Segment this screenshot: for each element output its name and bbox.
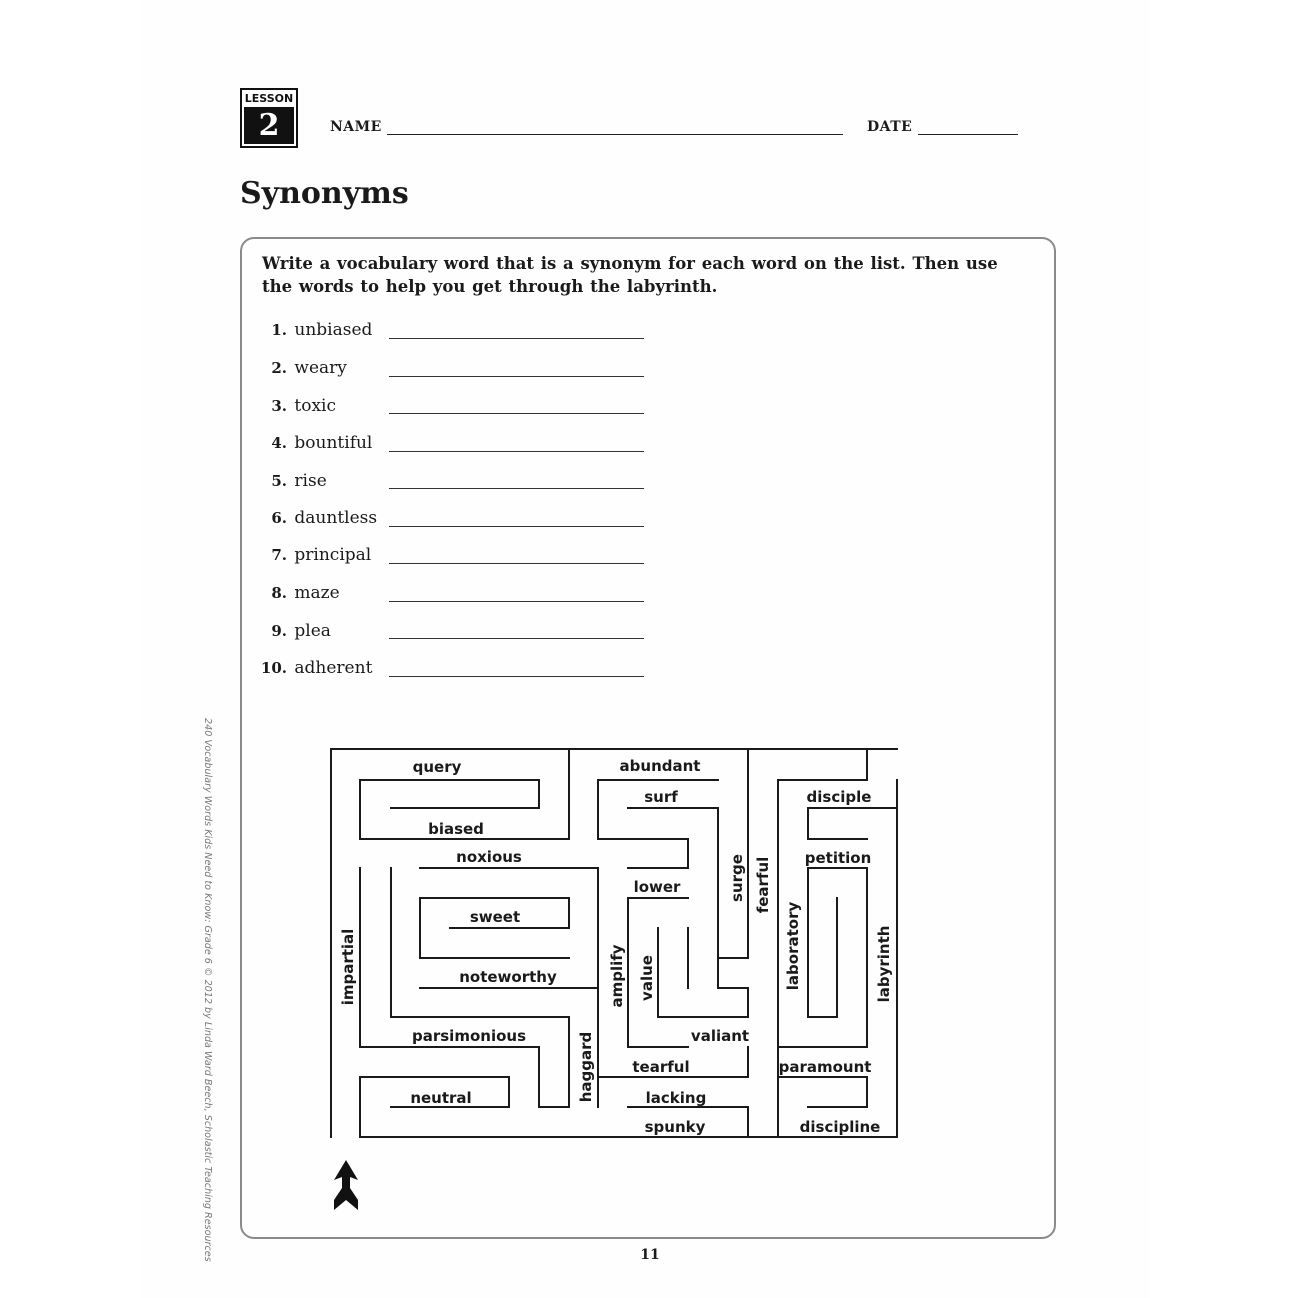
maze-word: tearful bbox=[632, 1058, 690, 1076]
maze-word: biased bbox=[428, 820, 484, 838]
item-word: plea bbox=[294, 621, 331, 641]
maze-word: paramount bbox=[778, 1058, 872, 1076]
maze-word: parsimonious bbox=[412, 1027, 526, 1045]
maze-word: query bbox=[412, 758, 462, 776]
item-word: dauntless bbox=[294, 508, 378, 528]
list-item bbox=[255, 621, 331, 645]
item-number: 4. bbox=[271, 434, 287, 452]
list-item bbox=[255, 583, 340, 607]
item-word: bountiful bbox=[294, 433, 373, 453]
answer-line[interactable] bbox=[389, 676, 644, 677]
item-word: unbiased bbox=[294, 320, 373, 340]
item-word: adherent bbox=[294, 658, 373, 678]
item-number: 6. bbox=[271, 509, 287, 527]
maze-word: value bbox=[638, 955, 656, 1001]
maze-word: discipline bbox=[799, 1118, 881, 1136]
item-word: toxic bbox=[294, 396, 337, 416]
maze-word: lacking bbox=[645, 1089, 707, 1107]
maze-word: surf bbox=[644, 788, 678, 806]
maze-word: laboratory bbox=[784, 901, 802, 991]
list-item bbox=[255, 320, 372, 344]
answer-line[interactable] bbox=[389, 563, 644, 564]
answer-line[interactable] bbox=[389, 338, 644, 339]
name-label: NAME bbox=[330, 119, 382, 135]
answer-line[interactable] bbox=[389, 451, 644, 452]
maze-word: noxious bbox=[456, 848, 522, 866]
item-number: 7. bbox=[271, 546, 287, 564]
item-number: 5. bbox=[271, 472, 287, 490]
item-word: rise bbox=[294, 471, 327, 491]
maze-word: impartial bbox=[339, 928, 357, 1006]
answer-line[interactable] bbox=[389, 376, 644, 377]
date-label: DATE bbox=[867, 119, 913, 135]
labyrinth-maze bbox=[300, 720, 920, 1230]
list-item bbox=[255, 358, 347, 382]
maze-word: surge bbox=[728, 854, 746, 902]
answer-line[interactable] bbox=[389, 638, 644, 639]
answer-line[interactable] bbox=[389, 601, 644, 602]
maze-word: spunky bbox=[644, 1118, 706, 1136]
maze-word: amplify bbox=[608, 944, 626, 1008]
item-word: principal bbox=[294, 545, 372, 565]
page-title: Synonyms bbox=[240, 176, 409, 211]
list-item bbox=[255, 545, 371, 569]
answer-line[interactable] bbox=[389, 413, 644, 414]
item-number: 3. bbox=[271, 397, 287, 415]
maze-word: neutral bbox=[410, 1089, 472, 1107]
item-number: 9. bbox=[271, 622, 287, 640]
list-item bbox=[255, 658, 372, 682]
lesson-badge bbox=[240, 88, 298, 148]
item-number: 2. bbox=[271, 359, 287, 377]
maze-word: labyrinth bbox=[875, 925, 893, 1003]
list-item bbox=[255, 508, 377, 532]
instructions: Write a vocabulary word that is a synonym for each word on the list. Then use the words to help you get through the labyrinth. bbox=[262, 254, 998, 296]
list-item bbox=[255, 396, 336, 420]
maze-word: valiant bbox=[690, 1027, 750, 1045]
maze-word: sweet bbox=[469, 908, 521, 926]
maze-word: petition bbox=[804, 849, 872, 867]
maze-word: abundant bbox=[619, 757, 701, 775]
name-field[interactable] bbox=[387, 134, 843, 135]
answer-line[interactable] bbox=[389, 526, 644, 527]
list-item bbox=[255, 471, 327, 495]
copyright-text: 240 Vocabulary Words Kids Need to Know: Grade 6 © 2012 by Linda Ward Beech, Scholastic Teaching Resources bbox=[202, 718, 213, 1262]
item-number: 10. bbox=[260, 659, 287, 677]
item-number: 8. bbox=[271, 584, 287, 602]
maze-word: haggard bbox=[577, 1031, 595, 1103]
maze-word: lower bbox=[633, 878, 681, 896]
maze-word: noteworthy bbox=[459, 968, 557, 986]
lesson-label: LESSON bbox=[244, 92, 294, 105]
up-arrow-icon bbox=[334, 1160, 358, 1210]
list-item bbox=[255, 433, 372, 457]
maze-word: fearful bbox=[754, 856, 772, 914]
page-number: 11 bbox=[640, 1247, 660, 1263]
lesson-number: 2 bbox=[244, 107, 294, 144]
maze-word: disciple bbox=[806, 788, 872, 806]
item-number: 1. bbox=[271, 321, 287, 339]
answer-line[interactable] bbox=[389, 488, 644, 489]
date-field[interactable] bbox=[918, 134, 1018, 135]
copyright-credit bbox=[202, 718, 215, 1262]
item-word: weary bbox=[294, 358, 347, 378]
item-word: maze bbox=[294, 583, 340, 603]
